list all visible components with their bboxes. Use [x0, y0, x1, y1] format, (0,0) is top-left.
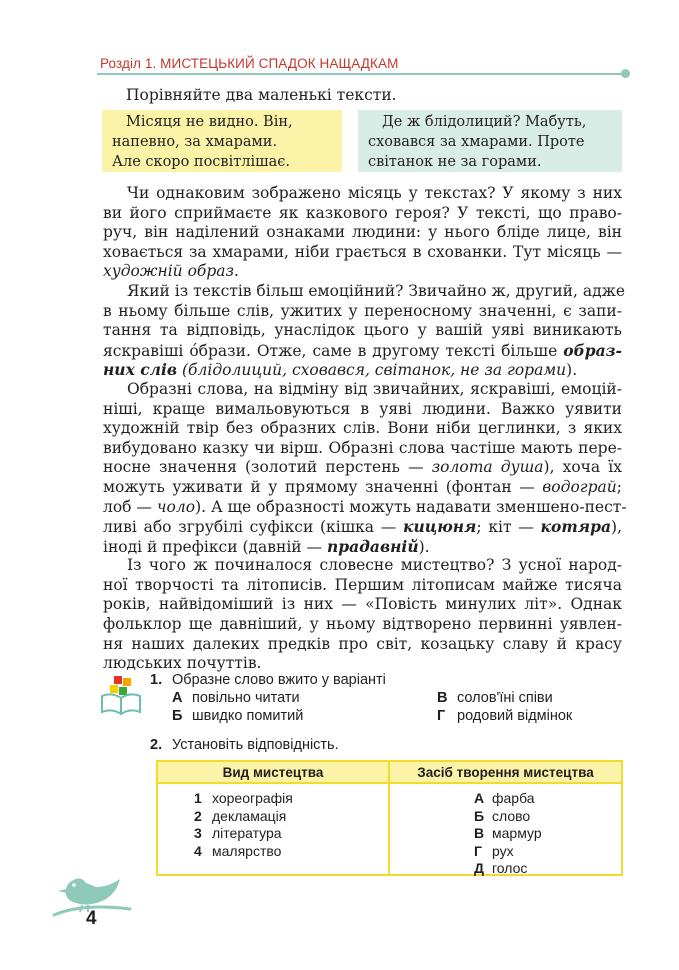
term-figurative-words: образ-: [563, 340, 622, 360]
text-part: іноді й префікси (давній —: [103, 537, 327, 556]
text-line: людських почуттів.: [103, 654, 262, 673]
text-line: в ньому більше слів, ужитих у переносному значенні, є запи-: [103, 301, 622, 320]
item-number: 1: [194, 790, 202, 806]
text-line: [103, 517, 622, 537]
text-line: [103, 537, 622, 557]
task-1-text: Образне слово вжито у варіанті: [172, 672, 386, 688]
option-letter: А: [172, 690, 183, 706]
col-header-art-type: Вид мистецтва: [222, 765, 324, 780]
text-line: [103, 360, 622, 380]
list-item: [194, 843, 293, 861]
item-text: рух: [492, 842, 514, 859]
text-line: ня наших далеких предків про світ, козацьку славу й красу: [103, 634, 622, 653]
box-right-line: сховався за хмарами. Проте: [368, 134, 585, 150]
intro-text: Порівняйте два маленькі тексти.: [126, 86, 397, 104]
text-line: художній твір без образних слів. Вони ніби цеглинки, з яких: [103, 419, 622, 438]
text-line: художній образ.: [103, 262, 239, 281]
text-part: ).: [418, 537, 430, 556]
col-header-art-means: Засіб творення мистецтва: [417, 765, 594, 780]
list-item: [474, 808, 542, 826]
text-part: ливі або згрубілі суфікси (кішка —: [103, 518, 404, 537]
text-line: Образні слова, на відміну від звичайних, яскравіші, емоцій-: [127, 379, 622, 398]
option-text: родовий відмінок: [457, 708, 573, 724]
text-line: [103, 478, 622, 498]
text-line-part: яскравіші óбрази. Отже, саме в другому тексті більше: [103, 341, 558, 360]
option-text: солов'їні співи: [457, 690, 553, 706]
text-line: руч, він наділений ознаками людини: у нього бліде лице, він: [103, 223, 622, 242]
list-item: [474, 860, 542, 878]
header-rule-dot: [621, 69, 630, 78]
item-text: голос: [492, 860, 528, 876]
option-letter: Г: [437, 708, 446, 724]
option-letter: Б: [172, 708, 183, 724]
text-line: [103, 458, 622, 478]
header-rule: [97, 73, 625, 75]
punct: ).: [566, 361, 578, 380]
task-2-number: 2.: [150, 737, 163, 753]
text-line: Чи однаковим зображено місяць у текстах? У якому з них: [127, 184, 622, 202]
box-left-line: Але скоро посвітлішає.: [112, 154, 290, 170]
box-right-line: Де ж блідолиций? Мабуть,: [382, 114, 587, 130]
task-2: [150, 737, 339, 753]
list-item: [194, 790, 293, 808]
text-part: ;: [616, 477, 622, 496]
text-line: ви його сприймаєте як казкового героя? У тексті, що право-: [103, 203, 622, 222]
text-box-left: [102, 110, 342, 172]
task-1-number: 1.: [150, 672, 163, 688]
item-text: література: [212, 825, 282, 841]
example-bold: кицюня: [403, 517, 477, 537]
item-text: декламація: [212, 807, 287, 824]
item-number: 3: [194, 825, 202, 841]
text-line: фольклор ще давніший, у ньому відтворено первинні уявлен-: [103, 615, 622, 634]
right-column: [474, 790, 542, 878]
term-artistic-image: художній образ: [103, 262, 234, 281]
item-text: фарба: [492, 790, 535, 806]
text-part: лоб —: [103, 497, 157, 516]
item-letter: Д: [474, 860, 484, 876]
book-with-blocks-icon: [100, 674, 142, 716]
text-part: ), хоча їх: [543, 458, 622, 477]
text-line: тання та відповідь, унаслідок цього у вашій уяві виникають: [103, 321, 622, 340]
main-text: [103, 184, 627, 674]
option-text: швидко помитий: [192, 708, 304, 724]
item-letter: В: [474, 825, 485, 841]
text-part: ),: [611, 518, 622, 537]
examples: (блідолиций, сховався, світанок, не за горами: [182, 361, 567, 380]
example-italic: чоло: [156, 497, 196, 516]
section-title: Розділ 1. МИСТЕЦЬКИЙ СПАДОК НАЩАДКАМ: [100, 56, 399, 71]
option-letter: В: [437, 690, 448, 706]
text-part: ). А ще образності можуть надавати зменшено-пест-: [195, 497, 627, 516]
box-right-line: світанок не за горами.: [368, 154, 542, 170]
item-letter: Б: [474, 807, 485, 824]
matching-table: [156, 760, 623, 876]
text-line: років, найвідоміший із них — «Повість минулих літ». Однак: [103, 595, 622, 614]
text-line: [103, 497, 627, 518]
text-part: носне значення (золотий перстень —: [103, 458, 432, 477]
text-line: [103, 341, 622, 361]
list-item: [194, 808, 293, 826]
task-2-text: Установіть відповідність.: [172, 737, 339, 753]
item-number: 2: [194, 807, 202, 824]
item-letter: Г: [474, 842, 482, 859]
text-line: вибудовано казку чи вірш. Образні слова частіше мають пере-: [103, 438, 622, 457]
option-a: [172, 690, 300, 706]
option-text: повільно читати: [192, 690, 300, 706]
text-line: Який із текстів більш емоційний? Звичайно ж, другий, адже: [127, 281, 626, 300]
item-text: хореографія: [212, 790, 293, 806]
text-line: ховається за хмарами, ніби грається в схованки. Тут місяць —: [103, 242, 622, 261]
text-line: ніші, краще вимальовуються в уяві людини. Важко уявити: [103, 399, 622, 418]
text-box-right: [358, 110, 622, 172]
example-bold: прадавній: [326, 536, 419, 556]
option-h: [437, 708, 572, 724]
box-left-line: Місяця не видно. Він,: [126, 114, 293, 130]
example-bold: котяра: [540, 517, 611, 537]
text-line: ної творчості та літописів. Першим літописам майже тисяча: [103, 575, 622, 594]
list-item: [474, 825, 542, 843]
item-text: мармур: [492, 825, 542, 841]
list-item: [194, 825, 293, 843]
box-left-line: напевно, за хмарами.: [112, 134, 278, 150]
item-text: малярство: [212, 842, 282, 859]
item-letter: А: [474, 790, 485, 806]
list-item: [474, 790, 542, 808]
item-number: 4: [194, 842, 202, 859]
option-b: [172, 708, 303, 724]
task-1: [150, 671, 386, 690]
page-number: 4: [86, 908, 97, 929]
example-italic: золота душа: [431, 458, 544, 477]
text-part: ; кіт —: [476, 518, 541, 537]
example-italic: водограй: [542, 477, 617, 496]
term-figurative-words-cont: них слів: [103, 360, 178, 380]
item-text: слово: [492, 807, 531, 824]
text-line: Із чого ж починалося словесне мистецтво? З усної народ-: [127, 556, 622, 575]
text-part: можуть уживати й у прямому значенні (фонтан —: [103, 477, 543, 496]
option-v: [437, 690, 553, 706]
left-column: [194, 790, 293, 860]
list-item: [474, 843, 542, 861]
